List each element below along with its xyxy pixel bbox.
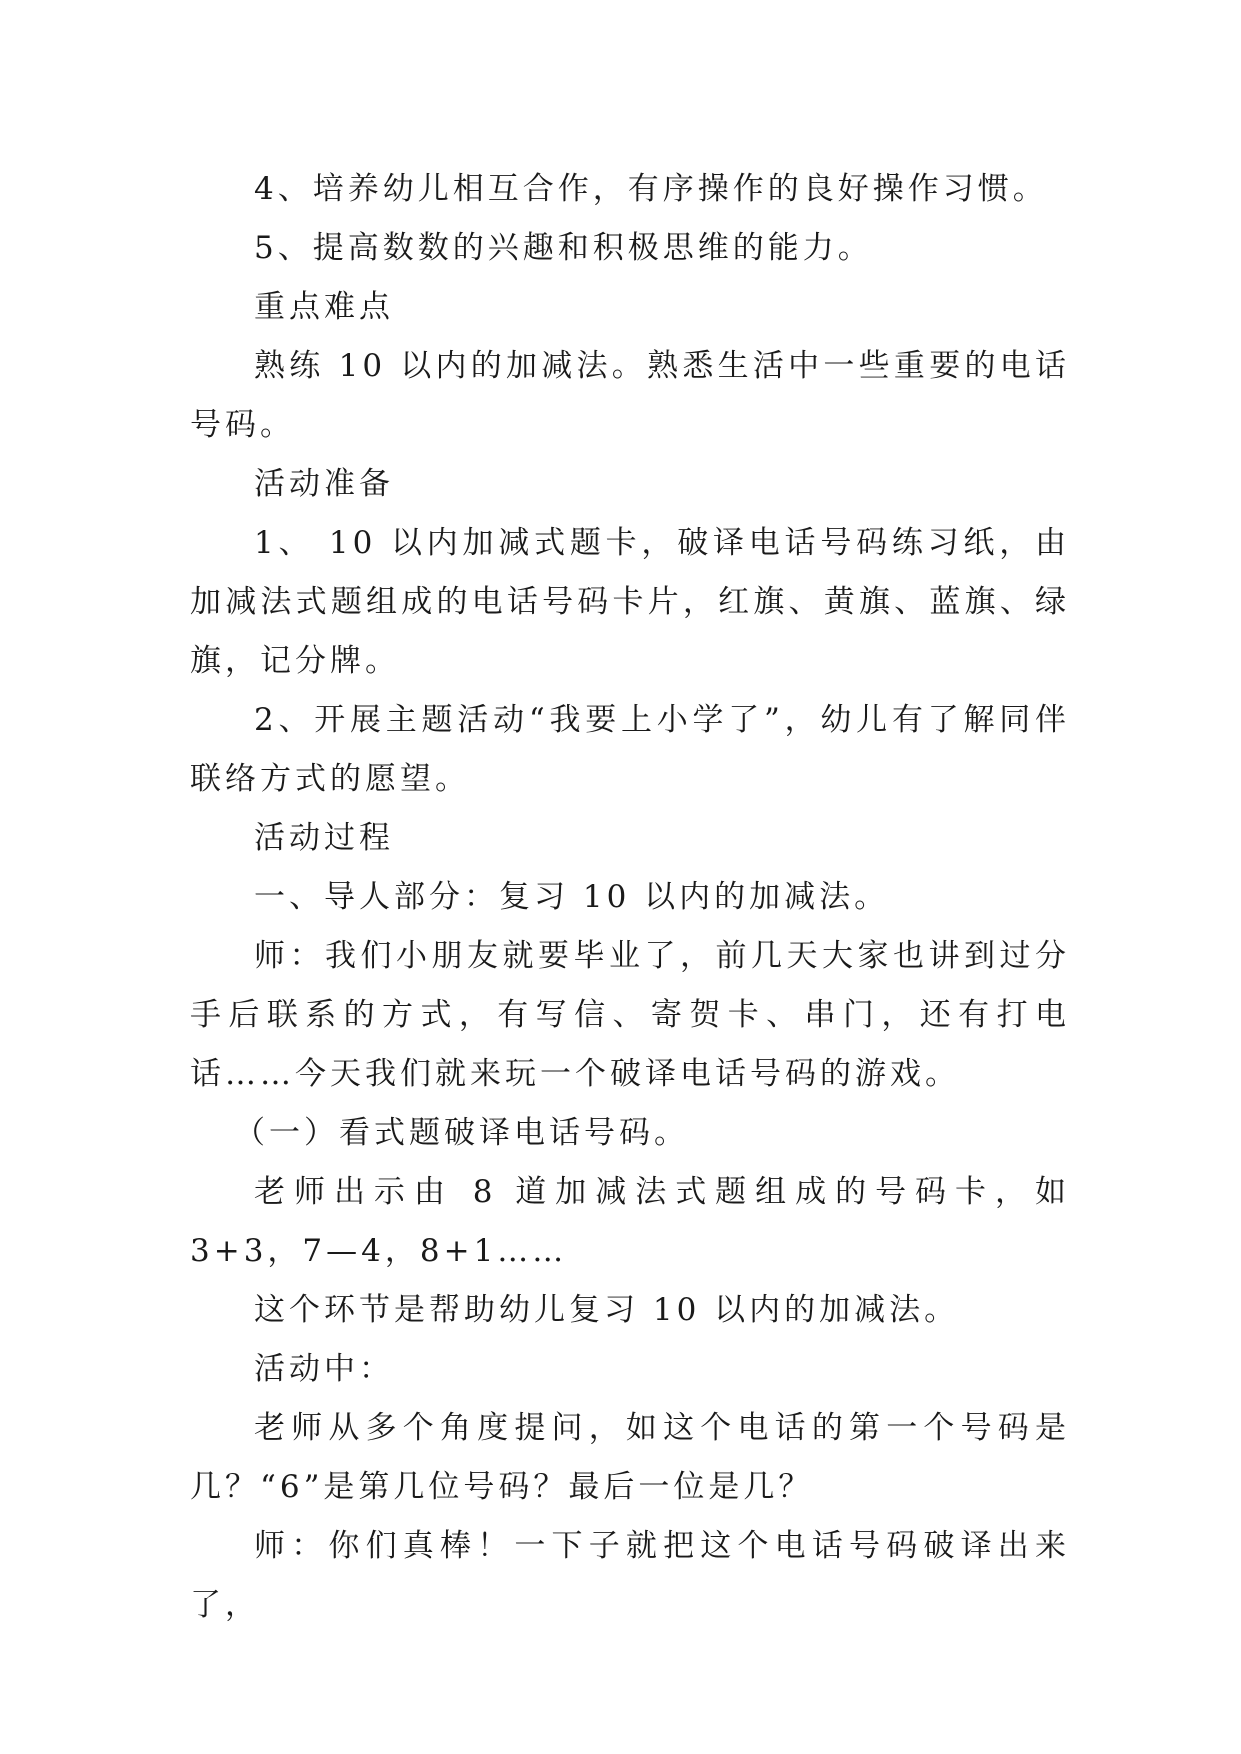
paragraph-number-card: 老师出示由 8 道加减法式题组成的号码卡，如 3+3，7—4，8+1…… [190, 1174, 1070, 1269]
section-heading-preparation: 活动准备 [254, 466, 394, 502]
section-heading-key-points: 重点难点 [254, 289, 394, 325]
paragraph-teacher-questions: 老师从多个角度提问，如这个电话的第一个号码是几？“6”是第几位号码？最后一位是几？ [190, 1410, 1070, 1505]
paragraph-teacher-intro: 师：我们小朋友就要毕业了，前几天大家也讲到过分手后联系的方式，有写信、寄贺卡、串门，还有打电话……今天我们就来玩一个破译电话号码的游戏。 [190, 938, 1070, 1092]
paragraph-goal-5: 5、提高数数的兴趣和积极思维的能力。 [254, 230, 873, 266]
paragraph-teacher-praise: 师：你们真棒！一下子就把这个电话号码破译出来了， [190, 1528, 1070, 1623]
document-body [190, 160, 1070, 1635]
subsection-heading-decode: （一）看式题破译电话号码。 [234, 1115, 689, 1151]
paragraph-review-purpose: 这个环节是帮助幼儿复习 10 以内的加减法。 [254, 1292, 960, 1328]
section-heading-process: 活动过程 [254, 820, 394, 856]
paragraph-during-activity: 活动中： [254, 1351, 394, 1387]
paragraph-intro-part: 一、导人部分：复习 10 以内的加减法。 [254, 879, 890, 915]
paragraph-key-points: 熟练 10 以内的加减法。熟悉生活中一些重要的电话号码。 [190, 348, 1070, 443]
paragraph-preparation-2: 2、开展主题活动“我要上小学了”，幼儿有了解同伴联络方式的愿望。 [190, 702, 1070, 797]
paragraph-goal-4: 4、培养幼儿相互合作，有序操作的良好操作习惯。 [254, 171, 1048, 207]
paragraph-preparation-1: 1、 10 以内加减式题卡，破译电话号码练习纸，由加减法式题组成的电话号码卡片，红旗、黄旗、蓝旗、绿旗，记分牌。 [190, 525, 1070, 679]
